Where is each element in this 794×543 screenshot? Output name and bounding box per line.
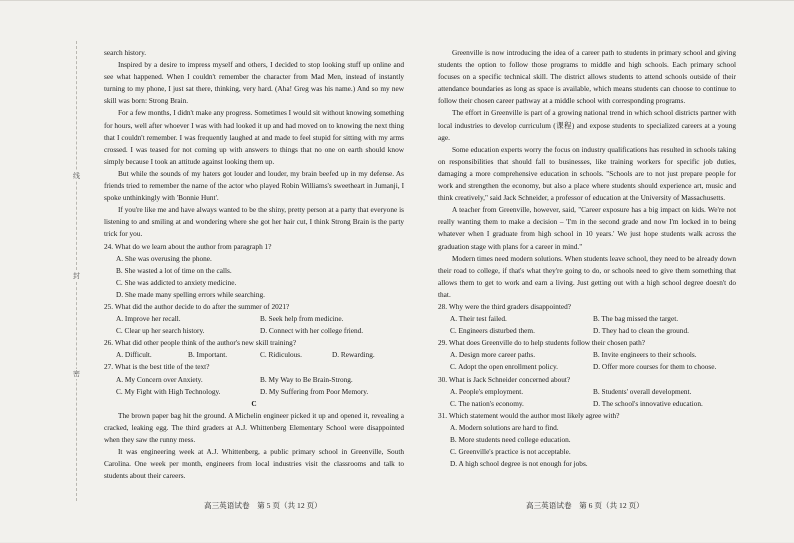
option-a: A. Difficult.: [116, 350, 152, 360]
option-a: A. Design more career paths.: [450, 350, 536, 360]
paragraph: Inspired by a desire to impress myself and others, I decided to stop looking stuff up online and see what happened. When I couldn't remember the character from Mad Men, instead of instantly turning to my phone, I just sat there, thinking, very hard. (Aha! Greg was his name.) And so my new skill was born: Strong Brain.: [104, 60, 404, 106]
option-c: C. Adopt the open enrollment policy.: [450, 362, 558, 372]
paragraph: The brown paper bag hit the ground. A Michelin engineer picked it up and opened it, revealing a cracked, leaking egg. The third graders at A.J. Whittenberg Elementary School were disappointed when they saw the runny mess.: [104, 410, 404, 444]
option-b: B. Important.: [188, 350, 228, 360]
paragraph: But while the sounds of my haters got louder and louder, my brain beefed up in my defense. As friends tried to remember the name of the actor who played Robin Williams's sweetheart in Jumanji, I spoke unthinkingly with 'Bonnie Hunt'.: [104, 168, 404, 203]
binding-mark-line: 线: [73, 172, 80, 180]
binding-margin: [0, 1, 86, 543]
question-29: [438, 337, 736, 373]
question-stem: 27. What is the best title of the text?: [104, 362, 210, 372]
page-footer-right: 高三英语试卷 第 6 页（共 12 页）: [526, 501, 644, 510]
option-a: A. Their test failed.: [450, 314, 507, 324]
question-stem: 26. What did other people think of the author's new skill training?: [104, 338, 297, 348]
option-d: D. Offer more courses for them to choose.: [593, 362, 717, 372]
option-d: D. She made many spelling errors while searching.: [116, 289, 265, 299]
question-stem: 25. What did the author decide to do after the summer of 2021?: [104, 301, 290, 311]
question-stem: 29. What does Greenville do to help students follow their chosen path?: [438, 338, 645, 348]
paragraph: search history.: [104, 48, 147, 57]
binding-mark-seal: 封: [73, 272, 80, 280]
section-label: C: [251, 398, 257, 408]
paragraph: For a few months, I didn't make any progress. Sometimes I would sit without knowing something for hours, well after whoever I was with had looked it up and had moved on to knowing the next thing that I couldn't remember. I was frequently laughed at and made to feel stupid for sitting with my arms crossed. I was teased for not coming up with answers to things that no one on earth should know simply because I took an attitude against looking them up.: [104, 108, 404, 166]
option-c: C. Greenville's practice is not acceptable.: [450, 447, 571, 457]
option-c: C. Clear up her search history.: [116, 326, 205, 336]
option-a: A. Modern solutions are hard to find.: [450, 422, 559, 432]
paragraph: It was engineering week at A.J. Whittenberg, a public primary school in Greenville, South Carolina. One week per month, engineers from local industries visit the classrooms and talk to students about their careers.: [104, 447, 404, 481]
question-stem: 30. What is Jack Schneider concerned about?: [438, 374, 571, 384]
option-b: B. Students' overall development.: [593, 386, 692, 396]
right-column: [438, 47, 736, 470]
paragraph: A teacher from Greenville, however, said, "Career exposure has a big impact on kids. We're not really wanting them to make a decision – 'I'm in the second grade and now I'm locked in to being whatever when I graduate from high school in 10 years.' We just hope students walk across the graduation stage with plans for a career in mind.": [438, 205, 736, 251]
paragraph: Modern times need modern solutions. When students leave school, they need to be already down their road to college, if that's what they're going to do, or schools need to give them something that allows them to get to work and earn a living. Just getting out with a high school degree doesn't do that.: [438, 253, 736, 299]
option-b: B. Seek help from medicine.: [260, 314, 344, 324]
question-26: [104, 337, 404, 361]
question-stem: 24. What do we learn about the author from paragraph 1?: [104, 241, 272, 251]
option-b: B. Invite engineers to their schools.: [593, 350, 697, 360]
paragraph: Some education experts worry the focus on industry qualifications has resulted in schools taking on responsibilities that should fall to businesses, like training workers for specific job duties, damaging a more comprehensive education in schools. "Schools are to not just prepare people for work and strengthen the economy, but also a place where students should experience art, music and think creatively," said Jack Schneider, a professor of education at the University of Massachusetts.: [438, 144, 736, 203]
option-a: A. Improve her recall.: [116, 314, 181, 324]
paragraph: The effort in Greenville is part of a growing national trend in which school districts partner with local industries to develop curriculum (课程) and expose students to specialized careers at a young age.: [438, 108, 736, 142]
option-c: C. Engineers disturbed them.: [450, 326, 535, 336]
option-a: A. My Concern over Anxiety.: [116, 374, 203, 384]
option-d: D. A high school degree is not enough for jobs.: [450, 459, 588, 469]
option-b: B. More students need college education.: [450, 435, 571, 444]
binding-mark-secret: 密: [73, 370, 80, 378]
option-d: D. They had to clean the ground.: [593, 326, 689, 336]
option-c: C. The nation's economy.: [450, 398, 524, 408]
paragraph: If you're like me and have always wanted to be the shiny, pretty person at a party that everyone is listening to and smiling at and wondering where she got her hair cut, I think Strong Brain is the party trick for you.: [104, 205, 404, 239]
option-b: B. She wasted a lot of time on the calls.: [116, 265, 232, 275]
option-c: C. My Fight with High Technology.: [116, 386, 221, 396]
question-25: [104, 301, 404, 337]
option-d: D. Connect with her college friend.: [260, 326, 364, 336]
question-24: [104, 241, 404, 301]
left-column: [104, 47, 404, 482]
option-d: D. Rewarding.: [332, 350, 375, 360]
option-c: C. She was addicted to anxiety medicine.: [116, 277, 237, 287]
option-a: A. She was overusing the phone.: [116, 253, 212, 263]
question-28: [438, 301, 736, 337]
question-30: [438, 374, 736, 410]
question-stem: 28. Why were the third graders disappointed?: [438, 301, 571, 311]
option-d: D. My Suffering from Poor Memory.: [260, 386, 369, 396]
option-a: A. People's employment.: [450, 386, 524, 396]
question-31: [438, 410, 736, 470]
option-c: C. Ridiculous.: [260, 350, 302, 360]
option-b: B. My Way to Be Brain-Strong.: [260, 374, 353, 384]
page-footer-left: 高三英语试卷 第 5 页（共 12 页）: [204, 501, 322, 510]
option-d: D. The school's innovative education.: [593, 398, 703, 408]
paragraph: Greenville is now introducing the idea of a career path to students in primary school and giving students the option to follow those programs to middle and high schools. Each primary school focuses on a specific technical skill. The district allows students to attend schools outside of their attendance boundaries as long as space is available, which means students can choose to continue to follow their chosen career pathway at a middle school with corresponding programs.: [438, 48, 736, 106]
question-stem: 31. Which statement would the author most likely agree with?: [438, 410, 620, 420]
question-27: [104, 361, 404, 397]
option-b: B. The bag missed the target.: [593, 314, 679, 324]
